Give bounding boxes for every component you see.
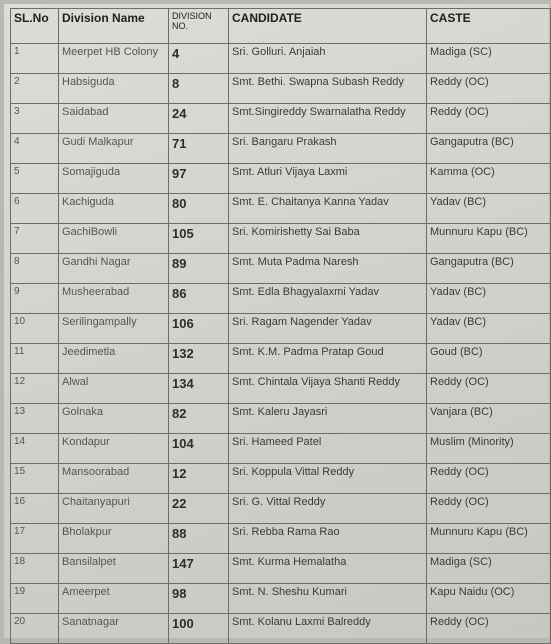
candidate-cell: Smt. Edla Bhagyalaxmi Yadav: [229, 284, 427, 314]
table-row: [11, 554, 551, 584]
caste-cell: Gangaputra (BC): [427, 134, 551, 164]
candidate-cell: Sri. Hameed Patel: [229, 434, 427, 464]
candidate-cell: Smt.Singireddy Swarnalatha Reddy: [229, 104, 427, 134]
caste-cell: Vanjara (BC): [427, 404, 551, 434]
division-no-cell: 4: [169, 44, 229, 74]
division-name-cell: Golnaka: [59, 404, 169, 434]
caste-cell: Kamma (OC): [427, 164, 551, 194]
caste-cell: Reddy (OC): [427, 374, 551, 404]
division-no-cell: 147: [169, 554, 229, 584]
document-page: [4, 4, 549, 638]
sl-no-cell: 11: [11, 344, 59, 374]
table-row: [11, 254, 551, 284]
candidate-cell: Sri. Golluri. Anjaiah: [229, 44, 427, 74]
table-row: [11, 584, 551, 614]
table-row: [11, 464, 551, 494]
division-no-cell: 12: [169, 464, 229, 494]
division-name-cell: Saidabad: [59, 104, 169, 134]
sl-no-cell: 20: [11, 614, 59, 644]
candidate-cell: Sri. Ragam Nagender Yadav: [229, 314, 427, 344]
division-no-cell: 100: [169, 614, 229, 644]
division-no-cell: 82: [169, 404, 229, 434]
caste-cell: Munnuru Kapu (BC): [427, 524, 551, 554]
table-row: [11, 164, 551, 194]
division-no-cell: 80: [169, 194, 229, 224]
sl-no-cell: 19: [11, 584, 59, 614]
division-name-cell: Meerpet HB Colony: [59, 44, 169, 74]
division-name-cell: GachiBowli: [59, 224, 169, 254]
sl-no-cell: 4: [11, 134, 59, 164]
header-division-no: DIVISION NO.: [169, 9, 229, 44]
candidate-cell: Smt. Atluri Vijaya Laxmi: [229, 164, 427, 194]
table-row: [11, 614, 551, 644]
table-row: [11, 224, 551, 254]
table-row: [11, 134, 551, 164]
table-row: [11, 404, 551, 434]
table-row: [11, 344, 551, 374]
header-division-name: Division Name: [59, 9, 169, 44]
caste-cell: Reddy (OC): [427, 614, 551, 644]
candidate-cell: Sri. Bangaru Prakash: [229, 134, 427, 164]
candidate-cell: Sri. Komirishetty Sai Baba: [229, 224, 427, 254]
table-header: [11, 9, 551, 44]
candidate-cell: Smt. Muta Padma Naresh: [229, 254, 427, 284]
division-name-cell: Serilingampally: [59, 314, 169, 344]
candidate-cell: Smt. K.M. Padma Pratap Goud: [229, 344, 427, 374]
division-no-cell: 132: [169, 344, 229, 374]
table-row: [11, 524, 551, 554]
caste-cell: Yadav (BC): [427, 314, 551, 344]
sl-no-cell: 2: [11, 74, 59, 104]
caste-cell: Yadav (BC): [427, 194, 551, 224]
header-row: [11, 9, 551, 44]
sl-no-cell: 14: [11, 434, 59, 464]
sl-no-cell: 13: [11, 404, 59, 434]
division-no-cell: 106: [169, 314, 229, 344]
candidate-cell: Smt. N. Sheshu Kumari: [229, 584, 427, 614]
division-name-cell: Bansilalpet: [59, 554, 169, 584]
sl-no-cell: 17: [11, 524, 59, 554]
division-no-cell: 71: [169, 134, 229, 164]
caste-cell: Munnuru Kapu (BC): [427, 224, 551, 254]
division-no-cell: 97: [169, 164, 229, 194]
division-no-cell: 22: [169, 494, 229, 524]
division-name-cell: Musheerabad: [59, 284, 169, 314]
division-name-cell: Mansoorabad: [59, 464, 169, 494]
caste-cell: Muslim (Minority): [427, 434, 551, 464]
table-row: [11, 374, 551, 404]
division-name-cell: Somajiguda: [59, 164, 169, 194]
sl-no-cell: 3: [11, 104, 59, 134]
candidate-cell: Smt. Bethi. Swapna Subash Reddy: [229, 74, 427, 104]
caste-cell: Yadav (BC): [427, 284, 551, 314]
table-row: [11, 494, 551, 524]
sl-no-cell: 10: [11, 314, 59, 344]
sl-no-cell: 9: [11, 284, 59, 314]
caste-cell: Madiga (SC): [427, 44, 551, 74]
division-name-cell: Jeedimetla: [59, 344, 169, 374]
sl-no-cell: 15: [11, 464, 59, 494]
division-no-cell: 8: [169, 74, 229, 104]
division-no-cell: 104: [169, 434, 229, 464]
table-row: [11, 434, 551, 464]
caste-cell: Reddy (OC): [427, 494, 551, 524]
caste-cell: Kapu Naidu (OC): [427, 584, 551, 614]
division-name-cell: Gandhi Nagar: [59, 254, 169, 284]
caste-cell: Reddy (OC): [427, 104, 551, 134]
header-sl-no: SL.No: [11, 9, 59, 44]
division-name-cell: Bholakpur: [59, 524, 169, 554]
candidate-cell: Sri. Koppula Vittal Reddy: [229, 464, 427, 494]
division-no-cell: 24: [169, 104, 229, 134]
table-row: [11, 74, 551, 104]
division-no-cell: 134: [169, 374, 229, 404]
candidate-table: [10, 8, 551, 644]
division-name-cell: Gudi Malkapur: [59, 134, 169, 164]
division-name-cell: Chaitanyapuri: [59, 494, 169, 524]
sl-no-cell: 18: [11, 554, 59, 584]
division-name-cell: Kachiguda: [59, 194, 169, 224]
division-no-cell: 88: [169, 524, 229, 554]
candidate-cell: Smt. Kurma Hemalatha: [229, 554, 427, 584]
candidate-cell: Smt. Chintala Vijaya Shanti Reddy: [229, 374, 427, 404]
division-name-cell: Ameerpet: [59, 584, 169, 614]
division-name-cell: Habsiguda: [59, 74, 169, 104]
division-name-cell: Kondapur: [59, 434, 169, 464]
division-no-cell: 86: [169, 284, 229, 314]
candidate-cell: Sri. G. Vittal Reddy: [229, 494, 427, 524]
candidate-cell: Smt. E. Chaitanya Kanna Yadav: [229, 194, 427, 224]
caste-cell: Goud (BC): [427, 344, 551, 374]
caste-cell: Reddy (OC): [427, 74, 551, 104]
sl-no-cell: 7: [11, 224, 59, 254]
caste-cell: Reddy (OC): [427, 464, 551, 494]
table-body: [11, 44, 551, 644]
table-row: [11, 44, 551, 74]
sl-no-cell: 8: [11, 254, 59, 284]
candidate-cell: Smt. Kaleru Jayasri: [229, 404, 427, 434]
sl-no-cell: 16: [11, 494, 59, 524]
division-name-cell: Sanatnagar: [59, 614, 169, 644]
header-caste: CASTE: [427, 9, 551, 44]
division-no-cell: 89: [169, 254, 229, 284]
table-row: [11, 104, 551, 134]
sl-no-cell: 6: [11, 194, 59, 224]
header-candidate: CANDIDATE: [229, 9, 427, 44]
division-name-cell: Alwal: [59, 374, 169, 404]
sl-no-cell: 1: [11, 44, 59, 74]
table-row: [11, 284, 551, 314]
caste-cell: Gangaputra (BC): [427, 254, 551, 284]
table-row: [11, 314, 551, 344]
table-row: [11, 194, 551, 224]
division-no-cell: 98: [169, 584, 229, 614]
division-no-cell: 105: [169, 224, 229, 254]
sl-no-cell: 5: [11, 164, 59, 194]
sl-no-cell: 12: [11, 374, 59, 404]
candidate-cell: Sri. Rebba Rama Rao: [229, 524, 427, 554]
caste-cell: Madiga (SC): [427, 554, 551, 584]
candidate-cell: Smt. Kolanu Laxmi Balreddy: [229, 614, 427, 644]
